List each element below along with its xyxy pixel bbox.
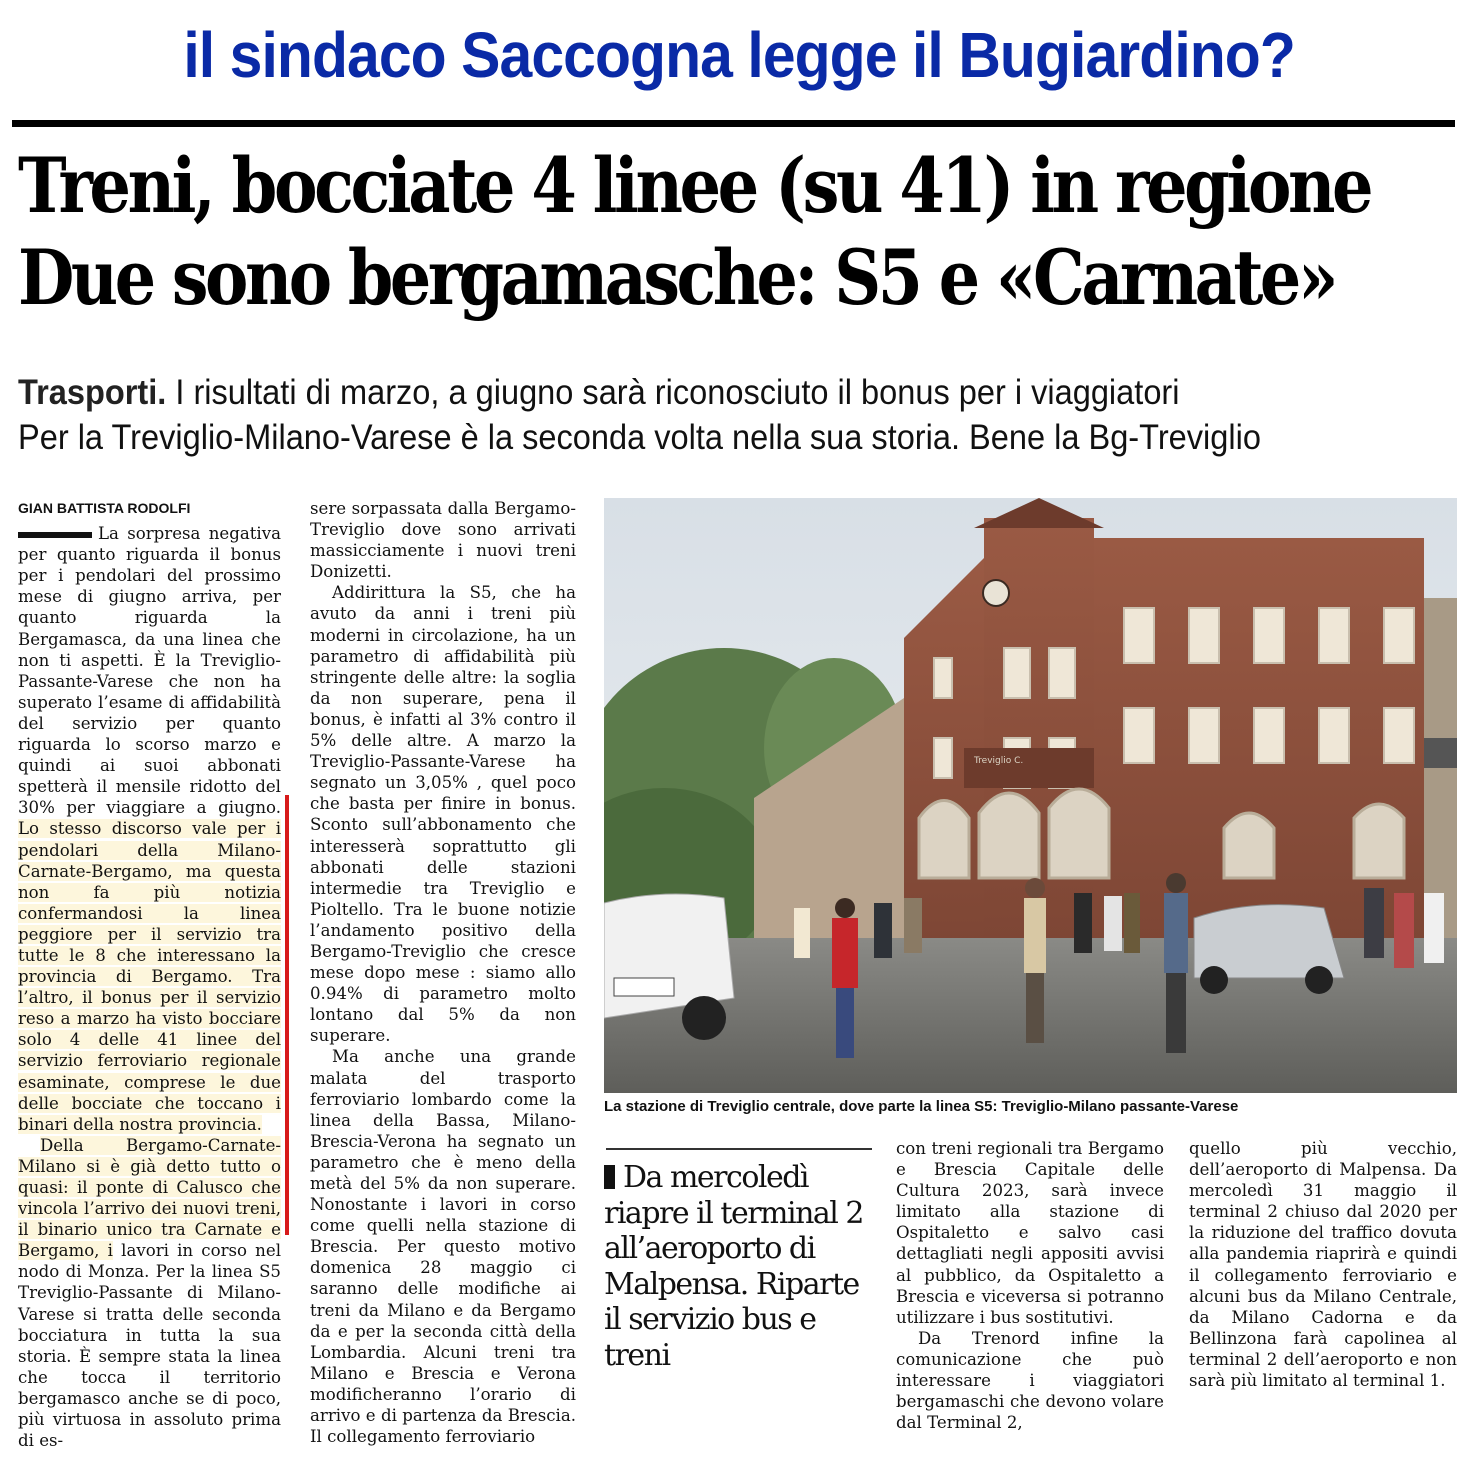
highlighted-text: Della Bergamo-Carnate-Milano si è già detto tutto o quasi: il ponte di Calusco che vincola l’arrivo dei nuovi treni, il binario unico tra Carnate e Bergamo, i	[18, 1135, 281, 1261]
article-column-3	[896, 1138, 1164, 1433]
paragraph: Da Trenord infine la comunicazione che può interessare i viaggiatori bergamaschi che devono volare dal Terminal 2,	[896, 1328, 1164, 1433]
byline: GIAN BATTISTA RODOLFI	[18, 500, 191, 516]
sidebar-title	[604, 1160, 874, 1373]
banner	[0, 10, 1479, 100]
lead-bar	[18, 532, 92, 538]
paragraph	[18, 1135, 281, 1451]
headline	[18, 140, 1463, 324]
highlighted-text: Lo stesso discorso vale per i pendolari della Milano-Carnate-Bergamo, ma questa non fa più notizia confermandosi la linea peggiore per il servizio tra tutte le 8 che interessano la provincia di Bergamo. Tra l’altro, il bonus per il servizio reso a marzo ha visto bocciare solo 4 delle 41 linee del servizio ferroviario regionale esaminate, comprese le due delle bocciate che toccano i binari della nostra provincia.	[18, 819, 281, 1134]
banner-title: il sindaco Saccogna legge il Bugiardino?	[183, 19, 1296, 91]
subhead-text-1: I risultati di marzo, a giugno sarà riconosciuto il bonus per i viaggiatori	[166, 373, 1180, 412]
sidebar-rule	[606, 1148, 872, 1150]
header-rule	[12, 120, 1455, 127]
sidebar-title-text: Da mercoledì riapre il terminal 2 all’aeroporto di Malpensa. Riparte il servizio bus e treni	[604, 1160, 863, 1373]
kicker: Trasporti.	[18, 373, 167, 412]
paragraph: Ma anche una grande malata del trasporto ferroviario lombardo come la linea della Bassa, Milano-Brescia-Verona ha segnato un parametro che è meno della metà del 5% da non superare. Nonostante i lavori in corso come quelli nella stazione di Brescia. Per questo motivo domenica 28 maggio ci saranno delle modifiche ai treni da Milano e da Bergamo da e per la seconda città della Lombardia. Alcuni treni tra Milano e Brescia e Verona modificheranno l’orario di arrivo e di partenza da Brescia. Il collegamento ferroviario	[310, 1047, 576, 1447]
subheadline	[18, 370, 1463, 460]
station-photo-illustration	[604, 498, 1457, 1093]
paragraph: quello più vecchio, dell’aeroporto di Malpensa. Da mercoledì 31 maggio il terminal 2 chiuso dal 2020 per la riduzione del traffico dovuta alla pandemia riaprirà e quindi il collegamento ferroviario e alcuni bus da Milano Centrale, da Milano Cadorna e da Bellinzona farà capolinea al terminal 2 dell’aeroporto e non sarà più limitato al terminal 1.	[1189, 1139, 1457, 1391]
paragraph: con treni regionali tra Bergamo e Brescia Capitale delle Cultura 2023, sarà invece limitato alla stazione di Ospitaletto e salvo casi dettagliati negli appositi avvisi al pubblico, da Ospitaletto a Brescia e viceversa si potranno utilizzare i bus sostitutivi.	[896, 1139, 1164, 1327]
station-sign: Treviglio C.	[974, 756, 1024, 766]
subhead-line-2: Per la Treviglio-Milano-Varese è la seconda volta nella sua storia. Bene la Bg-Treviglio	[18, 418, 1261, 457]
article-column-4	[1189, 1138, 1457, 1391]
article-column-1	[18, 498, 281, 1451]
subhead-line-1	[18, 370, 1362, 415]
paragraph	[18, 523, 281, 1135]
headline-line-1: Treni, bocciate 4 linee (su 41) in regione	[18, 141, 1371, 230]
headline-line-2: Due sono bergamasche: S5 e «Carnate»	[18, 233, 1336, 322]
article-column-2	[310, 498, 576, 1447]
photo-caption: La stazione di Treviglio centrale, dove parte la linea S5: Treviglio-Milano passante-Varese	[604, 1098, 1239, 1115]
station-photo	[604, 498, 1457, 1093]
paragraph-text-1a: La sorpresa negativa per quanto riguarda il bonus per i pendolari del prossimo mese di giugno arriva, per quanto riguarda la Bergamasca, da una linea che non ti aspetti. È la Treviglio-Passante-Varese che non ha superato l’esame di affidabilità del servizio per quanto riguarda lo scorso marzo e quindi ai suoi abbonati spetterà il mensile ridotto del 30% per viaggiare a giugno.	[18, 524, 281, 818]
paragraph: Addirittura la S5, che ha avuto da anni i treni più moderni in circolazione, ha un parametro di affidabilità più stringente delle altre: la soglia da non superare, pena il bonus, è infatti al 3% contro il 5% delle altre. A marzo la Treviglio-Passante-Varese ha segnato un 3,05% , quel poco che basta per finire in bonus. Sconto sull’abbonamento che interesserà soprattutto gli abbonati delle stazioni intermedie tra Treviglio e Pioltello. Tra le buone notizie l’andamento positivo della Bergamo-Treviglio che cresce mese dopo mese : siamo allo 0.94% di parametro molto lontano dal 5% da non superare.	[310, 583, 576, 1046]
square-bullet	[604, 1165, 615, 1189]
paragraph-text-2b: lavori in corso nel nodo di Monza. Per la linea S5 Treviglio-Passante di Milano-Varese si tratta delle seconda bocciatura in tutta la sua storia. È sempre stata la linea che tocca il territorio bergamasco anche se di poco, più virtuosa in assoluto prima di es-	[18, 1241, 281, 1451]
paragraph: sere sorpassata dalla Bergamo-Treviglio dove sono arrivati massicciamente i nuovi treni Donizetti.	[310, 499, 576, 582]
highlight-marker	[285, 795, 289, 1235]
